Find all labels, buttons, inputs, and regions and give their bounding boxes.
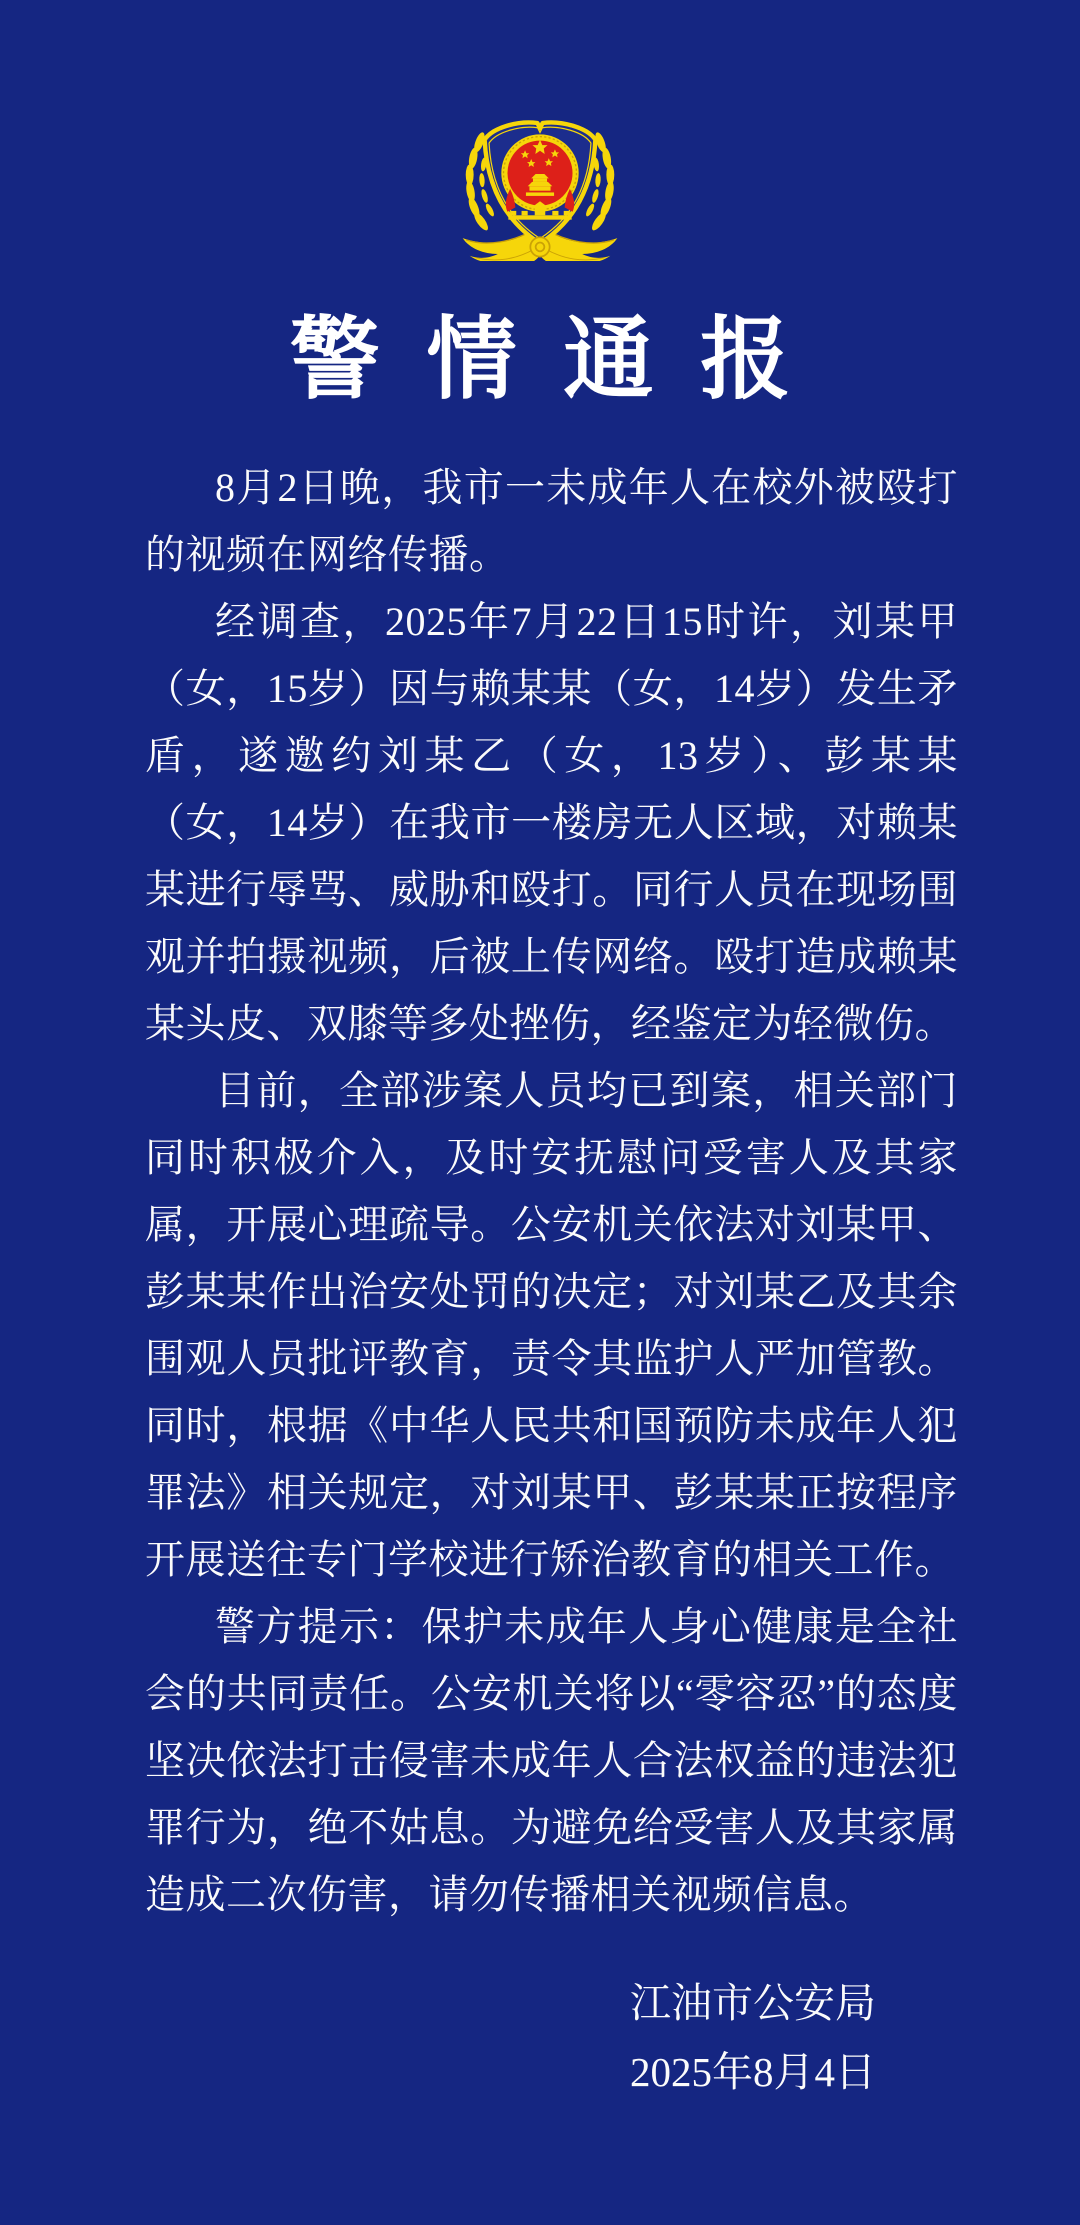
signature-block — [0, 1970, 1080, 2106]
paragraph-4: 警方提示：保护未成年人身心健康是全社会的共同责任。公安机关将以“零容忍”的态度坚决依法打击侵害未成年人合法权益的违法犯罪行为，绝不姑息。为避免给受害人及其家属造成二次伤害，请勿传播相关视频信息。 — [145, 1604, 958, 1917]
notice-title: 警情通报 — [289, 311, 837, 410]
paragraph-3: 目前，全部涉案人员均已到案，相关部门同时积极介入，及时安抚慰问受害人及其家属，开展心理疏导。公安机关依法对刘某甲、彭某某作出治安处罚的决定；对刘某乙及其余围观人员批评教育，责令其监护人严加管教。同时，根据《中华人民共和国预防未成年人犯罪法》相关规定，对刘某甲、彭某某正按程序开展送往专门学校进行矫治教育的相关工作。 — [145, 1068, 958, 1582]
emblem-container — [0, 0, 1080, 266]
signature-agency: 江油市公安局 — [630, 1980, 876, 2026]
paragraph-2: 经调查，2025年7月22日15时许，刘某甲（女，15岁）因与赖某某（女，14岁）发生矛盾，遂邀约刘某乙（女，13岁）、彭某某（女，14岁）在我市一楼房无人区域，对赖某某进行辱骂、威胁和殴打。同行人员在现场围观并拍摄视频，后被上传网络。殴打造成赖某某头皮、双膝等多处挫伤，经鉴定为轻微伤。 — [145, 599, 958, 1046]
signature-date: 2025年8月4日 — [630, 2049, 876, 2095]
paragraph-1: 8月2日晚，我市一未成年人在校外被殴打的视频在网络传播。 — [145, 465, 958, 577]
police-badge-icon — [452, 94, 628, 261]
notice-body — [0, 454, 1080, 1928]
